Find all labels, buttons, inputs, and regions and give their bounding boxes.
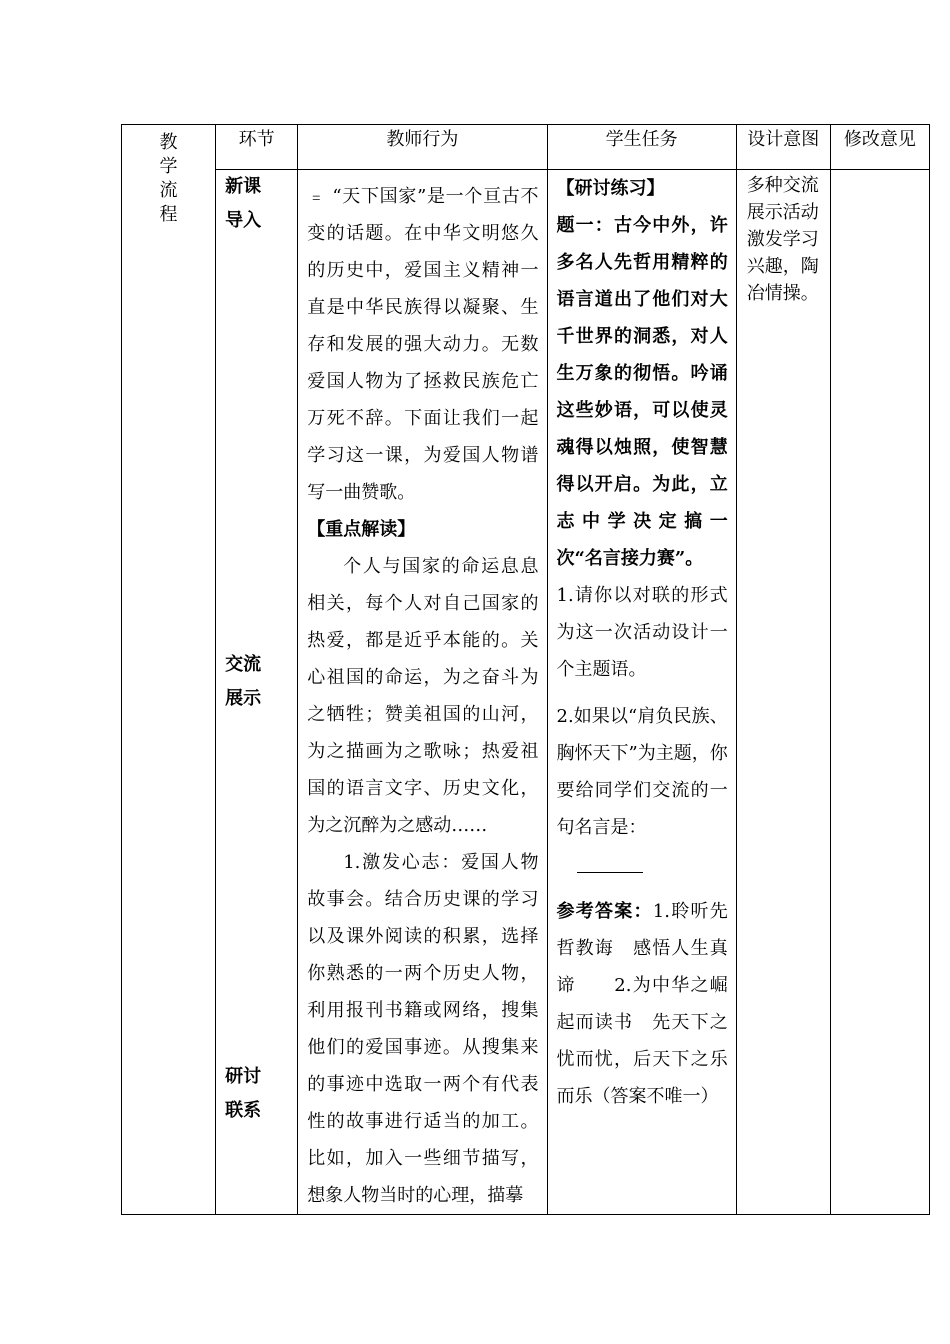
modify-header: 修改意见 — [830, 125, 929, 170]
lesson-table — [121, 124, 930, 1215]
key-reading-text: 个人与国家的命运息息相关，每个人对自己国家的热爱，都是近乎本能的。关心祖国的命运，为之奋斗为之牺牲；赞美祖国的山河，为之描画为之歌咏；热爱祖国的语言文字、历史文化，为之沉醉为之感动…… — [307, 556, 539, 836]
spacer — [557, 883, 728, 893]
segment-cell — [216, 170, 298, 1215]
design-intent-cell: 多种交流展示活动激发学习兴趣，陶冶情操。 — [736, 170, 830, 1215]
spacer — [557, 688, 728, 698]
question-1: 1.请你以对联的形式为这一次活动设计一个主题语。 — [556, 585, 728, 680]
header-row — [122, 125, 930, 170]
answer-blank — [577, 846, 643, 873]
question-2: 2.如果以“肩负民族、胸怀天下”为主题，你要给同学们交流的一句名言是： — [556, 706, 728, 838]
teacher-intro-text: ﹦ “天下国家”是一个亘古不变的话题。在中华文明悠久的历史中，爱国主义精神一直是中华民族得以凝聚、生存和发展的强大动力。无数爱国人物为了拯救民族危亡万死不辞。下面让我们一起学习这一课，为爱国人物谱写一曲赞歌。 — [307, 186, 539, 503]
flow-header-cell — [122, 125, 216, 1215]
question-one: 题一：古今中外，许多名人先哲用精粹的语言道出了他们对大千世界的洞悉，对人生万象的彻悟。吟诵这些妙语，可以使灵魂得以烛照，使智慧得以开启。为此，立志中学决定搞一次“名言接力赛”。 — [556, 215, 728, 569]
student-header: 学生任务 — [547, 125, 736, 170]
answer-text: 1.聆听先哲教诲 感悟人生真谛 2.为中华之崛起而读书 先天下之忧而忧，后天下之乐而乐（答案不唯一） — [556, 901, 728, 1107]
segment-exchange: 交流展示 — [225, 654, 262, 709]
segment-header: 环节 — [216, 125, 298, 170]
key-reading-title: 【重点解读】 — [307, 519, 416, 540]
content-row — [122, 170, 930, 1215]
design-header: 设计意图 — [736, 125, 830, 170]
answer-label: 参考答案： — [556, 901, 653, 922]
reference-answer — [557, 893, 728, 1115]
activity-item-1: 1.激发心志：爱国人物故事会。结合历史课的学习以及课外阅读的积累，选择你熟悉的一两个历史人物，利用报刊书籍或网络，搜集他们的爱国事迹。从搜集来的事迹中选取一两个有代表性的故事进行适当的加工。比如，加入一些细节描写，想象人物当时的心理，描摹 — [307, 852, 539, 1206]
teacher-header: 教师行为 — [298, 125, 547, 170]
exercise-title: 【研讨练习】 — [556, 178, 665, 199]
segment-discussion: 研讨联系 — [225, 1066, 262, 1121]
modify-cell — [830, 170, 929, 1215]
segment-intro: 新课导入 — [225, 176, 262, 231]
student-cell — [547, 170, 736, 1215]
flow-label: 教学流程 — [159, 132, 178, 225]
teacher-cell — [298, 170, 547, 1215]
